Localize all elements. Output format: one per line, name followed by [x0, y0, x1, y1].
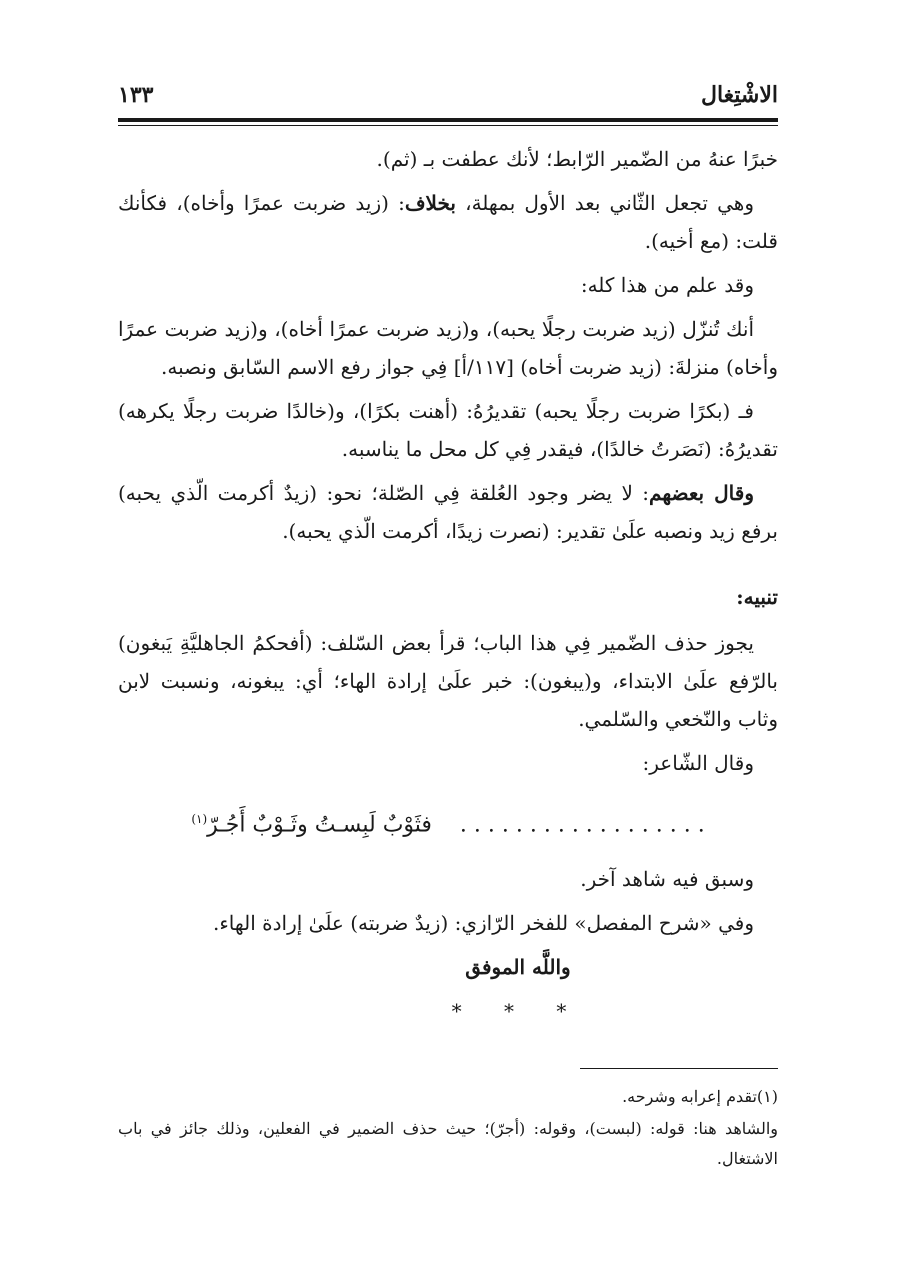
footnotes	[118, 1082, 778, 1176]
section-heading: تنبيه:	[736, 585, 778, 609]
header-rule-thin	[118, 125, 778, 126]
footnote-separator	[580, 1068, 778, 1069]
paragraph-text: وهي تجعل الثّاني بعد الأول بمهلة،	[455, 191, 754, 215]
poetry-verse	[118, 800, 778, 844]
paragraph: يجوز حذف الضّمير فِي هذا الباب؛ قرأ بعض السّلف: (أفحكمُ الجاهليَّةِ يَبغون) بالرّفع علَىٰ الابتداء، و(يبغون): خبر علَىٰ إرادة الهاء؛ أي: يبغونه، ونسبت لابن وثاب والنّخعي والسّلمي.	[118, 631, 778, 731]
paragraph: خبرًا عنهُ من الضّمير الرّابط؛ لأنك عطفت بـ (ثم).	[376, 147, 778, 171]
paragraph	[118, 184, 778, 260]
paragraph: أنك تُنزّل (زيد ضربت رجلًا يحبه)، و(زيد ضربت عمرًا أخاه)، و(زيد ضربت عمرًا وأخاه) منزلةَ: (زيد ضربت أخاه) [١١٧/أ] فِي جواز رفع الاسم السّابق ونصبه.	[118, 317, 778, 379]
page-header	[118, 78, 778, 116]
verse-ellipsis: . . . . . . . . . . . . . . . . . .	[459, 812, 705, 838]
paragraph: وقال الشّاعر:	[642, 751, 754, 775]
paragraph	[118, 474, 778, 550]
verse-text: فثَوْبٌ لَبِسـتُ وثَـوْبٌ أَجُـرّ	[207, 812, 432, 838]
bold-term: وقال بعضهم	[649, 481, 754, 505]
running-title: الاشْتِغال	[700, 82, 778, 108]
paragraph: فـ (بكرًا ضربت رجلًا يحبه) تقديرُهُ: (أهنت بكرًا)، و(خالدًا ضربت رجلًا يكرهه) تقديرُهُ: (نَصَرتُ خالدًا)، فيقدر فِي كل محل ما يناسبه.	[118, 399, 778, 461]
paragraph-text: : (زيد ضربت عمرًا وأخاه)، فكأنك قلت: (مع أخيه).	[118, 191, 778, 253]
footnote: (١)تقدم إعرابه وشرحه.	[622, 1087, 778, 1106]
paragraph: وسبق فيه شاهد آخر.	[580, 867, 754, 892]
paragraph: وقد علم من هذا كله:	[580, 273, 754, 297]
page-number: ١٣٣	[118, 82, 154, 108]
closing-phrase: واللَّه الموفق	[465, 955, 571, 980]
section-divider-stars: * * *	[451, 999, 585, 1024]
header-rule-thick	[118, 118, 778, 122]
paragraph-text: : لا يضر وجود العُلقة فِي الصّلة؛ نحو: (زيدٌ أكرمت الّذي يحبه) برفع زيد ونصبه علَىٰ تقدير: (نصرت زيدًا، أكرمت الّذي يحبه).	[118, 481, 778, 543]
bold-term: بخلاف	[404, 191, 456, 215]
footnote-ref: (١)	[191, 812, 208, 826]
main-text	[118, 140, 778, 1036]
footnote: والشاهد هنا: قوله: (لبست)، وقوله: (أجرّ)؛ حيث حذف الضمير في الفعلين، وذلك جائز في باب الاشتغال.	[118, 1119, 778, 1168]
paragraph: وفي «شرح المفصل» للفخر الرّازي: (زيدٌ ضربته) علَىٰ إرادة الهاء.	[213, 911, 754, 936]
